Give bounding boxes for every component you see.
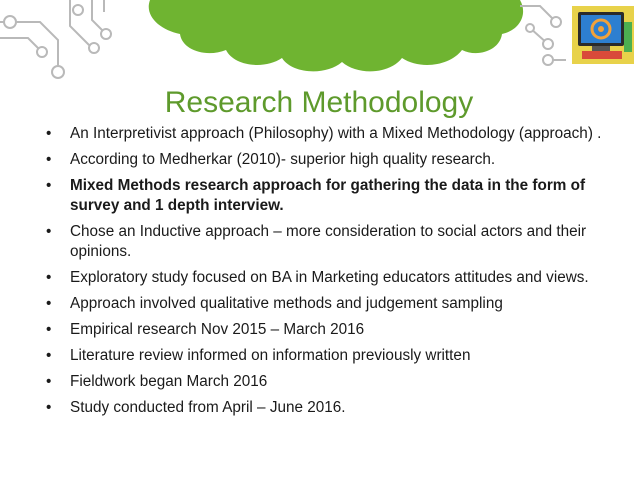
bullet-marker: • — [46, 177, 52, 194]
bullet-text: Chose an Inductive approach – more consideration to social actors and their opinions. — [70, 223, 587, 260]
computer-clipart-icon — [568, 0, 638, 70]
bullet-marker: • — [46, 269, 52, 286]
header-decoration — [0, 0, 638, 80]
bullet-text: Study conducted from April – June 2016. — [70, 399, 346, 416]
bullet-marker: • — [46, 347, 52, 364]
bullet-text: Approach involved qualitative methods and judgement sampling — [70, 295, 503, 312]
bullet-text: Empirical research Nov 2015 – March 2016 — [70, 321, 365, 338]
bullet-item — [46, 176, 606, 216]
bullet-text: Literature review informed on information previously written — [70, 347, 471, 364]
bullet-list — [46, 124, 606, 424]
bullet-item — [46, 150, 606, 170]
bullet-item — [46, 222, 606, 262]
circuit-nodes-right — [526, 17, 561, 65]
cloud-shape — [149, 0, 523, 71]
bullet-marker: • — [46, 295, 52, 312]
bullet-marker: • — [46, 399, 52, 416]
circuit-lines-left — [0, 0, 104, 70]
bullet-item — [46, 268, 606, 288]
slide-title: Research Methodology — [164, 86, 474, 119]
bullet-text: According to Medherkar (2010)- superior high quality research. — [70, 151, 496, 168]
bullet-text: Mixed Methods research approach for gathering the data in the form of survey and 1 depth interview. — [70, 177, 586, 214]
bullet-text: Exploratory study focused on BA in Marketing educators attitudes and views. — [70, 269, 589, 286]
bullet-item — [46, 398, 606, 418]
bullet-item — [46, 124, 606, 144]
bullet-marker: • — [46, 125, 52, 142]
circuit-lines-right — [520, 6, 566, 60]
bullet-item — [46, 320, 606, 340]
bullet-marker: • — [46, 223, 52, 240]
bullet-text: An Interpretivist approach (Philosophy) with a Mixed Methodology (approach) . — [70, 125, 602, 142]
bullet-marker: • — [46, 321, 52, 338]
bullet-text: Fieldwork began March 2016 — [70, 373, 268, 390]
bullet-item — [46, 372, 606, 392]
bullet-item — [46, 294, 606, 314]
bullet-marker: • — [46, 373, 52, 390]
bullet-item — [46, 346, 606, 366]
bullet-marker: • — [46, 151, 52, 168]
